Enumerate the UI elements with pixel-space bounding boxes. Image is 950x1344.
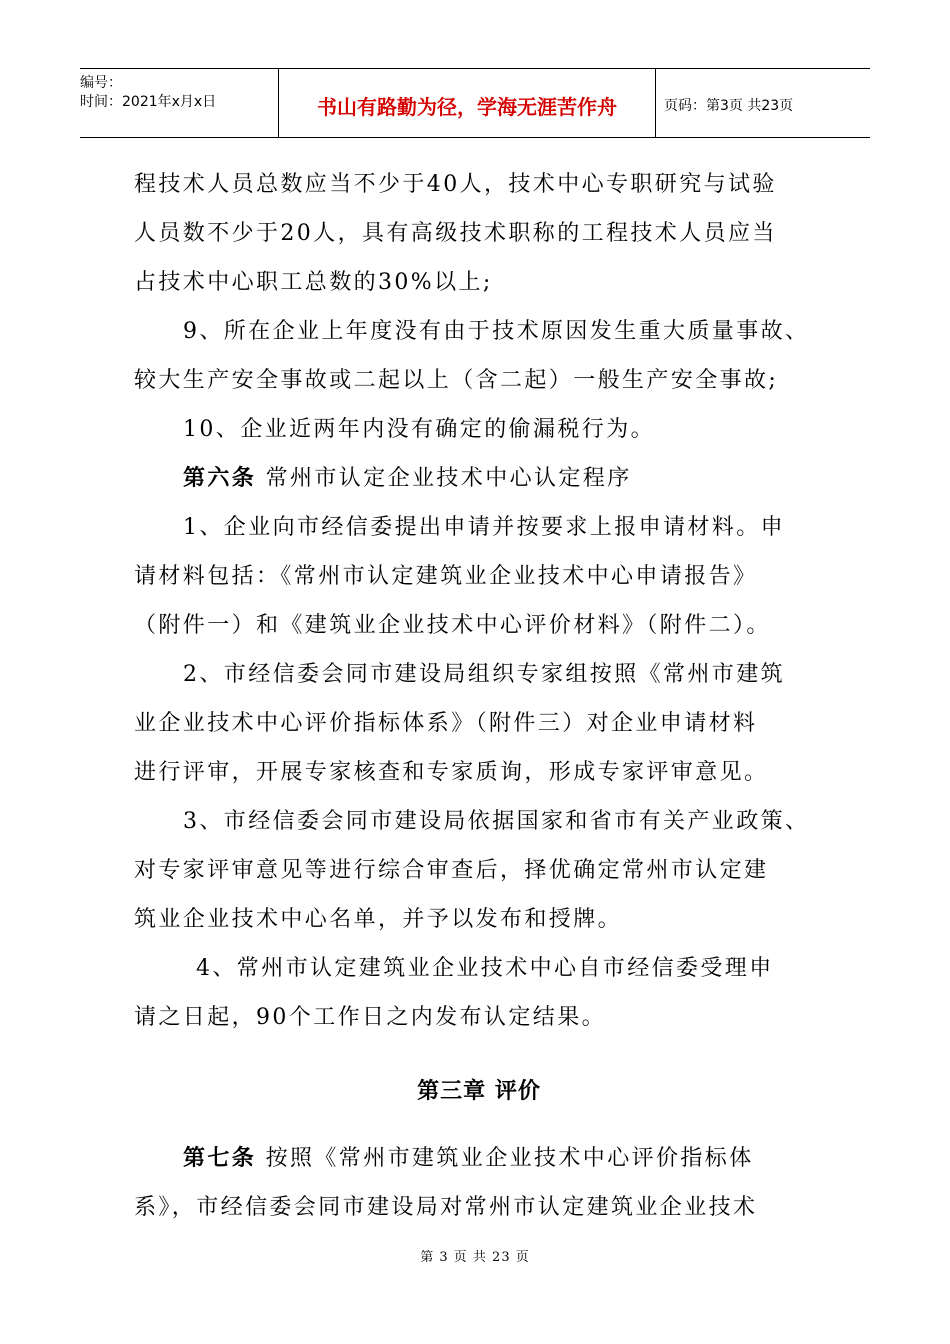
paragraph-line: 3、市经信委会同市建设局依据国家和省市有关产业政策、 xyxy=(183,809,810,834)
document-body xyxy=(134,160,824,1232)
paragraph-line: 9、所在企业上年度没有由于技术原因发生重大质量事故、 xyxy=(183,319,810,344)
article-7-label: 第七条 xyxy=(183,1146,257,1171)
paragraph-line: 请之日起，90个工作日之内发布认定结果。 xyxy=(134,1005,606,1030)
article-7-text: 按照《常州市建筑业企业技术中心评价指标体 xyxy=(256,1146,754,1171)
paragraph-line: 进行评审，开展专家核查和专家质询，形成专家评审意见。 xyxy=(134,760,769,785)
paragraph-line: 业企业技术中心评价指标体系》（附件三）对企业申请材料 xyxy=(134,711,758,736)
header-meta xyxy=(80,69,279,137)
paragraph-line: 较大生产安全事故或二起以上（含二起）一般生产安全事故; xyxy=(134,368,779,393)
paragraph-line: 系》，市经信委会同市建设局对常州市认定建筑业企业技术 xyxy=(134,1195,758,1220)
article-7-heading xyxy=(134,1134,824,1183)
paragraph-line: 1、企业向市经信委提出申请并按要求上报申请材料。申 xyxy=(183,515,785,540)
paragraph-line: 人员数不少于20人，具有高级技术职称的工程技术人员应当 xyxy=(134,221,777,246)
chapter-title: 第三章 评价 xyxy=(417,1079,541,1104)
article-6-label: 第六条 xyxy=(183,466,257,491)
paragraph-line: 请材料包括：《常州市认定建筑业企业技术中心申请报告》 xyxy=(134,564,758,589)
paragraph-line: 对专家评审意见等进行综合审查后，择优确定常州市认定建 xyxy=(134,858,769,883)
paragraph-line: 4、常州市认定建筑业企业技术中心自市经信委受理申 xyxy=(196,956,774,981)
document-number-label: 编号： xyxy=(80,75,122,91)
paragraph-line: 2、市经信委会同市建设局组织专家组按照《常州市建筑 xyxy=(183,662,785,687)
paragraph-line: 10、企业近两年内没有确定的偷漏税行为。 xyxy=(183,417,655,442)
paragraph-line: 筑业企业技术中心名单，并予以发布和授牌。 xyxy=(134,907,623,932)
paragraph-line: （附件一）和《建筑业企业技术中心评价材料》（附件二）。 xyxy=(134,613,771,638)
paragraph-line: 程技术人员总数应当不少于40人，技术中心专职研究与试验 xyxy=(134,172,777,197)
page-header xyxy=(80,68,870,138)
paragraph-line: 占技术中心职工总数的30%以上; xyxy=(134,270,493,295)
article-6-title: 常州市认定企业技术中心认定程序 xyxy=(256,466,632,491)
document-date: 时间：2021年x月x日 xyxy=(80,94,217,110)
header-page-info: 页码：第3页 共23页 xyxy=(664,98,794,114)
header-motto: 书山有路勤为径，学海无涯苦作舟 xyxy=(279,69,656,137)
article-6-heading xyxy=(134,454,824,503)
page-footer: 第 3 页 共 23 页 xyxy=(420,1250,530,1265)
